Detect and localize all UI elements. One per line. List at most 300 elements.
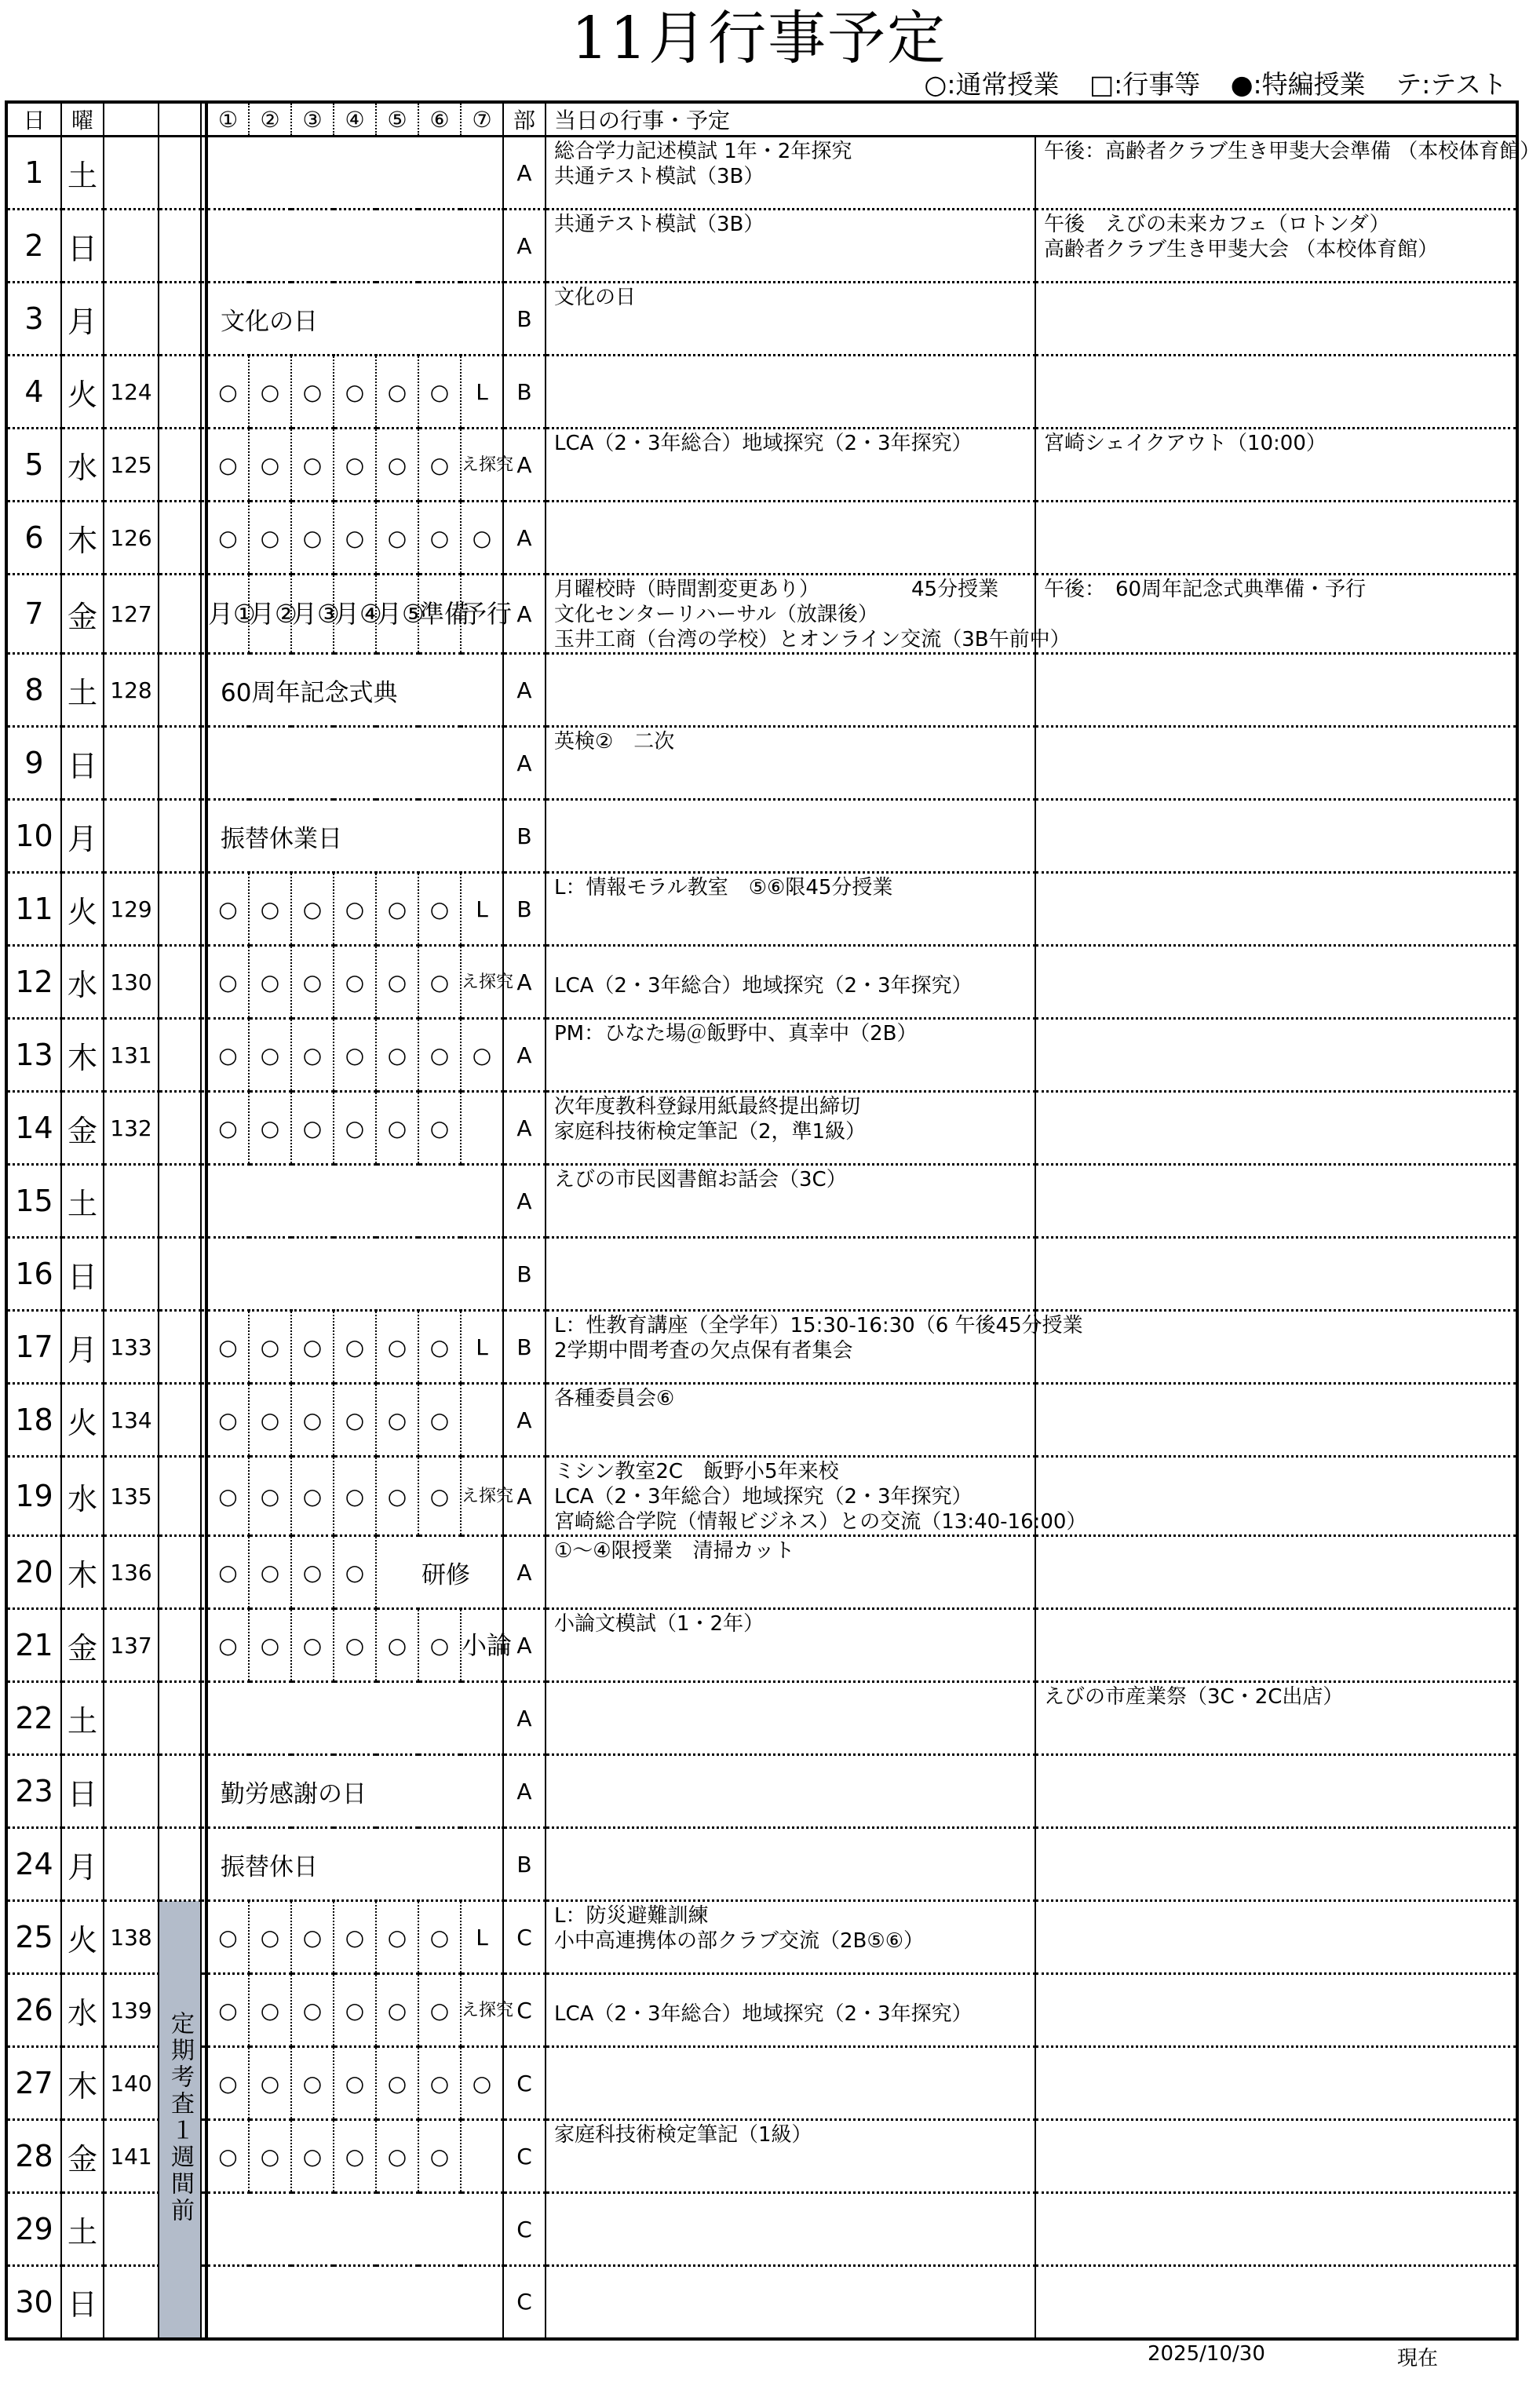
day-number: 20 — [6, 1536, 61, 1609]
period-3-cell: ○ — [291, 873, 334, 946]
day-number: 17 — [6, 1311, 61, 1384]
class-day-count: 133 — [104, 1311, 159, 1384]
event-column-1 — [546, 727, 1035, 800]
header-period-3: ③ — [291, 102, 334, 137]
blank-cell — [159, 210, 201, 283]
class-day-count: 129 — [104, 873, 159, 946]
blank-cell — [159, 1238, 201, 1311]
period-2-cell: ○ — [249, 2047, 291, 2120]
day-number: 18 — [6, 1384, 61, 1457]
table-row — [6, 2120, 1517, 2193]
event-line: 文化の日 — [554, 286, 637, 309]
header-blank — [104, 102, 159, 137]
event-column-2 — [1035, 2193, 1517, 2266]
period-7-cell: 予行 — [461, 575, 503, 654]
event-line: 午後： 60周年記念式典準備・予行 — [1044, 578, 1367, 601]
gap-cell — [201, 2120, 206, 2193]
class-day-count — [104, 800, 159, 873]
header-blank — [159, 102, 201, 137]
table-row — [6, 137, 1517, 210]
gap-cell — [201, 1384, 206, 1457]
event-column-2 — [1035, 946, 1517, 1019]
period-6-cell: 準備 — [418, 575, 461, 654]
footer — [0, 2342, 1518, 2374]
department-code: A — [503, 1609, 546, 1682]
event-column-2 — [1035, 429, 1517, 502]
event-column-1 — [546, 1165, 1035, 1238]
period-span-label — [206, 2193, 503, 2266]
legend-event: □:行事等 — [1089, 69, 1201, 100]
event-line: 小中高連携体の部クラブ交流（2B⑤⑥） — [554, 1929, 924, 1953]
day-number: 23 — [6, 1755, 61, 1828]
day-number: 3 — [6, 283, 61, 356]
event-column-2 — [1035, 873, 1517, 946]
class-day-count: 126 — [104, 502, 159, 575]
day-of-week: 土 — [61, 2193, 104, 2266]
event-column-2 — [1035, 1311, 1517, 1384]
event-column-2 — [1035, 2266, 1517, 2339]
blank-cell — [159, 1019, 201, 1092]
day-of-week: 月 — [61, 800, 104, 873]
period-span-label — [206, 1682, 503, 1755]
day-number: 6 — [6, 502, 61, 575]
period-7-cell: ○ — [461, 502, 503, 575]
department-code: A — [503, 1092, 546, 1165]
gap-cell — [201, 1609, 206, 1682]
event-line: LCA（2・3年総合）地域探究（2・3年探究） — [554, 1485, 973, 1509]
table-row — [6, 1019, 1517, 1092]
event-column-1 — [546, 873, 1035, 946]
period-1-cell: ○ — [206, 2047, 249, 2120]
period-3-cell: ○ — [291, 1536, 334, 1609]
event-line: LCA（2・3年総合）地域探究（2・3年探究） — [554, 974, 973, 998]
period-1-cell: ○ — [206, 1384, 249, 1457]
event-column-2 — [1035, 502, 1517, 575]
period-2-cell: ○ — [249, 873, 291, 946]
gap-cell — [201, 1536, 206, 1609]
period-span-label — [206, 1238, 503, 1311]
schedule-table — [5, 100, 1540, 2341]
gap-cell — [201, 800, 206, 873]
gap-cell — [201, 356, 206, 429]
table-row — [6, 2047, 1517, 2120]
period-7-cell: え探究 — [461, 429, 503, 502]
class-day-count: 134 — [104, 1384, 159, 1457]
day-of-week: 土 — [61, 1682, 104, 1755]
period-5-cell: ○ — [376, 2047, 418, 2120]
table-row — [6, 800, 1517, 873]
period-4-cell: ○ — [334, 1311, 376, 1384]
period-2-cell: ○ — [249, 502, 291, 575]
blank-cell — [159, 1609, 201, 1682]
class-day-count: 140 — [104, 2047, 159, 2120]
event-column-1 — [546, 800, 1035, 873]
period-5-cell: ○ — [376, 1384, 418, 1457]
period-5-cell: ○ — [376, 1457, 418, 1536]
footer-date: 2025/10/30 — [1148, 2342, 1265, 2366]
period-1-cell: ○ — [206, 1901, 249, 1974]
period-6-cell: ○ — [418, 873, 461, 946]
table-row — [6, 1609, 1517, 1682]
day-number: 28 — [6, 2120, 61, 2193]
event-column-1 — [546, 1536, 1035, 1609]
event-column-2 — [1035, 137, 1540, 210]
blank-cell — [159, 502, 201, 575]
table-row — [6, 946, 1517, 1019]
period-span-label — [206, 727, 503, 800]
day-number: 9 — [6, 727, 61, 800]
day-number: 13 — [6, 1019, 61, 1092]
gap-cell — [201, 1755, 206, 1828]
event-column-2 — [1035, 283, 1517, 356]
period-2-cell: ○ — [249, 1384, 291, 1457]
table-row — [6, 1457, 1517, 1536]
period-2-cell: ○ — [249, 429, 291, 502]
period-span-label — [206, 137, 503, 210]
period-6-cell: ○ — [418, 1901, 461, 1974]
footer-note: 現在 — [1397, 2347, 1439, 2370]
event-column-2 — [1035, 1384, 1517, 1457]
event-column-1 — [546, 1238, 1035, 1311]
table-row — [6, 727, 1517, 800]
day-of-week: 月 — [61, 1828, 104, 1901]
period-4-cell: ○ — [334, 1901, 376, 1974]
page-title: 11月行事予定 — [571, 5, 947, 72]
period-4-cell: ○ — [334, 1019, 376, 1092]
event-line — [554, 1976, 1035, 2001]
header-period-7: ⑦ — [461, 102, 503, 137]
header-period-4: ④ — [334, 102, 376, 137]
day-of-week: 日 — [61, 727, 104, 800]
day-number: 8 — [6, 654, 61, 727]
class-day-count — [104, 727, 159, 800]
blank-cell — [159, 1165, 201, 1238]
event-column-1 — [546, 1755, 1035, 1828]
day-number: 22 — [6, 1682, 61, 1755]
department-code: C — [503, 2047, 546, 2120]
period-1-cell: ○ — [206, 429, 249, 502]
period-4-cell: ○ — [334, 1384, 376, 1457]
period-2-cell: ○ — [249, 1609, 291, 1682]
event-line: 玉井工商（台湾の学校）とオンライン交流（3B午前中） — [554, 628, 1071, 651]
event-column-2 — [1035, 1609, 1517, 1682]
event-column-2 — [1035, 654, 1517, 727]
period-7-cell: え探究 — [461, 1974, 503, 2047]
department-code: C — [503, 1901, 546, 1974]
department-code: A — [503, 137, 546, 210]
day-of-week: 土 — [61, 654, 104, 727]
gap-cell — [201, 429, 206, 502]
day-of-week: 月 — [61, 1311, 104, 1384]
day-of-week: 水 — [61, 1974, 104, 2047]
day-of-week: 日 — [61, 2266, 104, 2339]
event-column-2 — [1035, 2047, 1517, 2120]
event-column-1 — [546, 1384, 1035, 1457]
day-of-week: 木 — [61, 1019, 104, 1092]
period-5-cell: ○ — [376, 1974, 418, 2047]
period-3-cell: ○ — [291, 1384, 334, 1457]
gap-cell — [201, 873, 206, 946]
header-row — [6, 102, 1517, 137]
day-number: 11 — [6, 873, 61, 946]
event-line: L：防災避難訓練 — [554, 1904, 709, 1928]
period-1-cell: ○ — [206, 2120, 249, 2193]
event-column-2 — [1035, 1682, 1517, 1755]
exam-week-marker — [159, 1901, 201, 2339]
day-of-week: 火 — [61, 356, 104, 429]
header-period-5: ⑤ — [376, 102, 418, 137]
department-code: C — [503, 2120, 546, 2193]
event-column-2 — [1035, 1457, 1517, 1536]
day-of-week: 土 — [61, 137, 104, 210]
event-line: 文化センターリハーサル（放課後） — [554, 603, 878, 626]
period-6-cell: ○ — [418, 502, 461, 575]
department-code: C — [503, 2266, 546, 2339]
blank-cell — [159, 1384, 201, 1457]
period-2-cell: ○ — [249, 1536, 291, 1609]
table-row — [6, 873, 1517, 946]
department-code: A — [503, 1019, 546, 1092]
department-code: A — [503, 1682, 546, 1755]
day-number: 5 — [6, 429, 61, 502]
department-code: A — [503, 727, 546, 800]
period-1-cell: ○ — [206, 502, 249, 575]
period-6-cell: ○ — [418, 1384, 461, 1457]
class-day-count — [104, 1755, 159, 1828]
blank-cell — [159, 1755, 201, 1828]
period-3-cell: ○ — [291, 1457, 334, 1536]
period-5-cell: 月⑤ — [376, 575, 418, 654]
period-5-cell: ○ — [376, 2120, 418, 2193]
event-column-1 — [546, 2193, 1035, 2266]
period-2-cell: ○ — [249, 2120, 291, 2193]
class-day-count: 138 — [104, 1901, 159, 1974]
period-1-cell: 月① — [206, 575, 249, 654]
event-column-2 — [1035, 800, 1517, 873]
period-7-cell: ○ — [461, 1019, 503, 1092]
exam-week-label: 定期考査１週間前 — [166, 2011, 194, 2225]
period-7-cell: 小論 — [461, 1609, 503, 1682]
department-code: B — [503, 1311, 546, 1384]
period-span-label: 振替休日 — [206, 1828, 503, 1901]
day-of-week: 土 — [61, 1165, 104, 1238]
class-day-count — [104, 210, 159, 283]
department-code: B — [503, 1238, 546, 1311]
event-column-1 — [546, 210, 1035, 283]
period-1-cell: ○ — [206, 1609, 249, 1682]
event-column-2 — [1035, 1974, 1517, 2047]
department-code: B — [503, 283, 546, 356]
period-3-cell: ○ — [291, 946, 334, 1019]
event-line: PM：ひなた場＠飯野中、真幸中（2B） — [554, 1022, 918, 1045]
period-1-cell: ○ — [206, 1536, 249, 1609]
period-5-cell: ○ — [376, 1311, 418, 1384]
period-3-cell: ○ — [291, 1609, 334, 1682]
period-5-cell: ○ — [376, 1092, 418, 1165]
table-row — [6, 1828, 1517, 1901]
period-6-cell: ○ — [418, 1974, 461, 2047]
table-row — [6, 1165, 1517, 1238]
class-day-count: 124 — [104, 356, 159, 429]
class-day-count: 128 — [104, 654, 159, 727]
event-column-1 — [546, 1901, 1035, 1974]
department-code: C — [503, 1974, 546, 2047]
event-column-1 — [546, 2120, 1035, 2193]
table-row — [6, 210, 1517, 283]
event-line: 共通テスト模試（3B） — [554, 213, 765, 236]
department-code: B — [503, 873, 546, 946]
gap-cell — [201, 2266, 206, 2339]
period-4-cell: ○ — [334, 873, 376, 946]
gap-cell — [201, 1901, 206, 1974]
class-day-count: 131 — [104, 1019, 159, 1092]
day-number: 1 — [6, 137, 61, 210]
period-3-cell: ○ — [291, 1092, 334, 1165]
header-dow: 曜 — [61, 102, 104, 137]
event-line: 家庭科技術検定筆記（2，準1級） — [554, 1120, 867, 1144]
day-number: 25 — [6, 1901, 61, 1974]
event-line — [554, 948, 1035, 973]
event-column-1 — [546, 502, 1035, 575]
event-column-1 — [546, 654, 1035, 727]
period-7-cell: ○ — [461, 2047, 503, 2120]
period-1-cell: ○ — [206, 1092, 249, 1165]
event-line: 宮崎シェイクアウト（10:00） — [1044, 432, 1327, 455]
gap-cell — [201, 1828, 206, 1901]
period-1-cell: ○ — [206, 1019, 249, 1092]
event-line: 総合学力記述模試 1年・2年探究 — [554, 140, 852, 163]
table-row — [6, 1092, 1517, 1165]
gap-cell — [201, 1238, 206, 1311]
gap-cell — [201, 1092, 206, 1165]
department-code: A — [503, 210, 546, 283]
period-6-cell: ○ — [418, 429, 461, 502]
legend-regular-class: ○:通常授業 — [924, 69, 1060, 100]
day-of-week: 木 — [61, 502, 104, 575]
blank-cell — [159, 1682, 201, 1755]
event-column-2 — [1035, 1536, 1517, 1609]
period-7-cell — [461, 2120, 503, 2193]
period-1-cell: ○ — [206, 1311, 249, 1384]
class-day-count: 136 — [104, 1536, 159, 1609]
day-number: 15 — [6, 1165, 61, 1238]
class-day-count — [104, 1682, 159, 1755]
event-column-1 — [546, 1974, 1035, 2047]
period-2-cell: ○ — [249, 946, 291, 1019]
table-row — [6, 356, 1517, 429]
period-4-cell: ○ — [334, 2047, 376, 2120]
period-4-cell: ○ — [334, 1609, 376, 1682]
event-column-1 — [546, 429, 1035, 502]
period-4-cell: ○ — [334, 356, 376, 429]
event-column-2 — [1035, 356, 1517, 429]
period-4-cell: 月④ — [334, 575, 376, 654]
event-column-2 — [1035, 210, 1517, 283]
department-code: B — [503, 800, 546, 873]
period-5-cell: ○ — [376, 946, 418, 1019]
table-row — [6, 1238, 1517, 1311]
event-column-1 — [546, 1457, 1087, 1536]
header-period-6: ⑥ — [418, 102, 461, 137]
period-3-cell: ○ — [291, 429, 334, 502]
blank-cell — [159, 727, 201, 800]
gap-cell — [201, 1682, 206, 1755]
event-line: 高齢者クラブ生き甲斐大会 （本校体育館） — [1044, 238, 1439, 261]
table-row — [6, 283, 1517, 356]
class-day-count: 127 — [104, 575, 159, 654]
period-1-cell: ○ — [206, 1974, 249, 2047]
event-column-1 — [546, 283, 1035, 356]
day-number: 10 — [6, 800, 61, 873]
day-number: 21 — [6, 1609, 61, 1682]
class-day-count: 139 — [104, 1974, 159, 2047]
event-line: 小論文模試（1・2年） — [554, 1612, 765, 1636]
class-day-count — [104, 2266, 159, 2339]
header-period-2: ② — [249, 102, 291, 137]
event-column-2 — [1035, 2120, 1517, 2193]
day-number: 16 — [6, 1238, 61, 1311]
class-day-count: 137 — [104, 1609, 159, 1682]
blank-cell — [159, 873, 201, 946]
period-7-cell: L — [461, 1901, 503, 1974]
class-day-count: 125 — [104, 429, 159, 502]
gap-cell — [201, 1974, 206, 2047]
table-row — [6, 1311, 1517, 1384]
gap-cell — [201, 2193, 206, 2266]
blank-cell — [159, 137, 201, 210]
event-line: LCA（2・3年総合）地域探究（2・3年探究） — [554, 2002, 973, 2026]
period-4-cell: ○ — [334, 1092, 376, 1165]
event-column-2 — [1035, 1165, 1517, 1238]
day-number: 14 — [6, 1092, 61, 1165]
period-6-cell: ○ — [418, 356, 461, 429]
legend-test: テ:テスト — [1396, 69, 1507, 100]
class-day-count — [104, 2193, 159, 2266]
day-of-week: 日 — [61, 1755, 104, 1828]
event-line: L：情報モラル教室 ⑤⑥限45分授業 — [554, 876, 893, 899]
period-1-cell: ○ — [206, 946, 249, 1019]
period-1-cell: ○ — [206, 356, 249, 429]
period-3-cell: ○ — [291, 1019, 334, 1092]
period-4-cell: ○ — [334, 1457, 376, 1536]
class-day-count — [104, 1238, 159, 1311]
gap-cell — [201, 1019, 206, 1092]
event-column-2 — [1035, 575, 1517, 654]
class-day-count — [104, 283, 159, 356]
period-span-label — [206, 2266, 503, 2339]
gap-cell — [201, 137, 206, 210]
legend-special-class: ●:特編授業 — [1230, 69, 1366, 100]
period-5-cell: ○ — [376, 502, 418, 575]
period-2-cell: ○ — [249, 1901, 291, 1974]
blank-cell — [159, 1536, 201, 1609]
period-span-label: 勤労感謝の日 — [206, 1755, 503, 1828]
event-column-1 — [546, 2047, 1035, 2120]
period-6-cell: ○ — [418, 1019, 461, 1092]
period-7-cell — [461, 1384, 503, 1457]
event-line: 2学期中間考査の欠点保有者集会 — [554, 1339, 853, 1363]
department-code: A — [503, 429, 546, 502]
header-period-1: ① — [206, 102, 249, 137]
event-line: LCA（2・3年総合）地域探究（2・3年探究） — [554, 432, 973, 455]
event-column-2 — [1035, 1238, 1517, 1311]
period-3-cell: ○ — [291, 356, 334, 429]
event-column-1 — [546, 1682, 1035, 1755]
period-2-cell: ○ — [249, 1974, 291, 2047]
gap-cell — [201, 946, 206, 1019]
gap-cell — [201, 283, 206, 356]
period-5-cell: ○ — [376, 1019, 418, 1092]
